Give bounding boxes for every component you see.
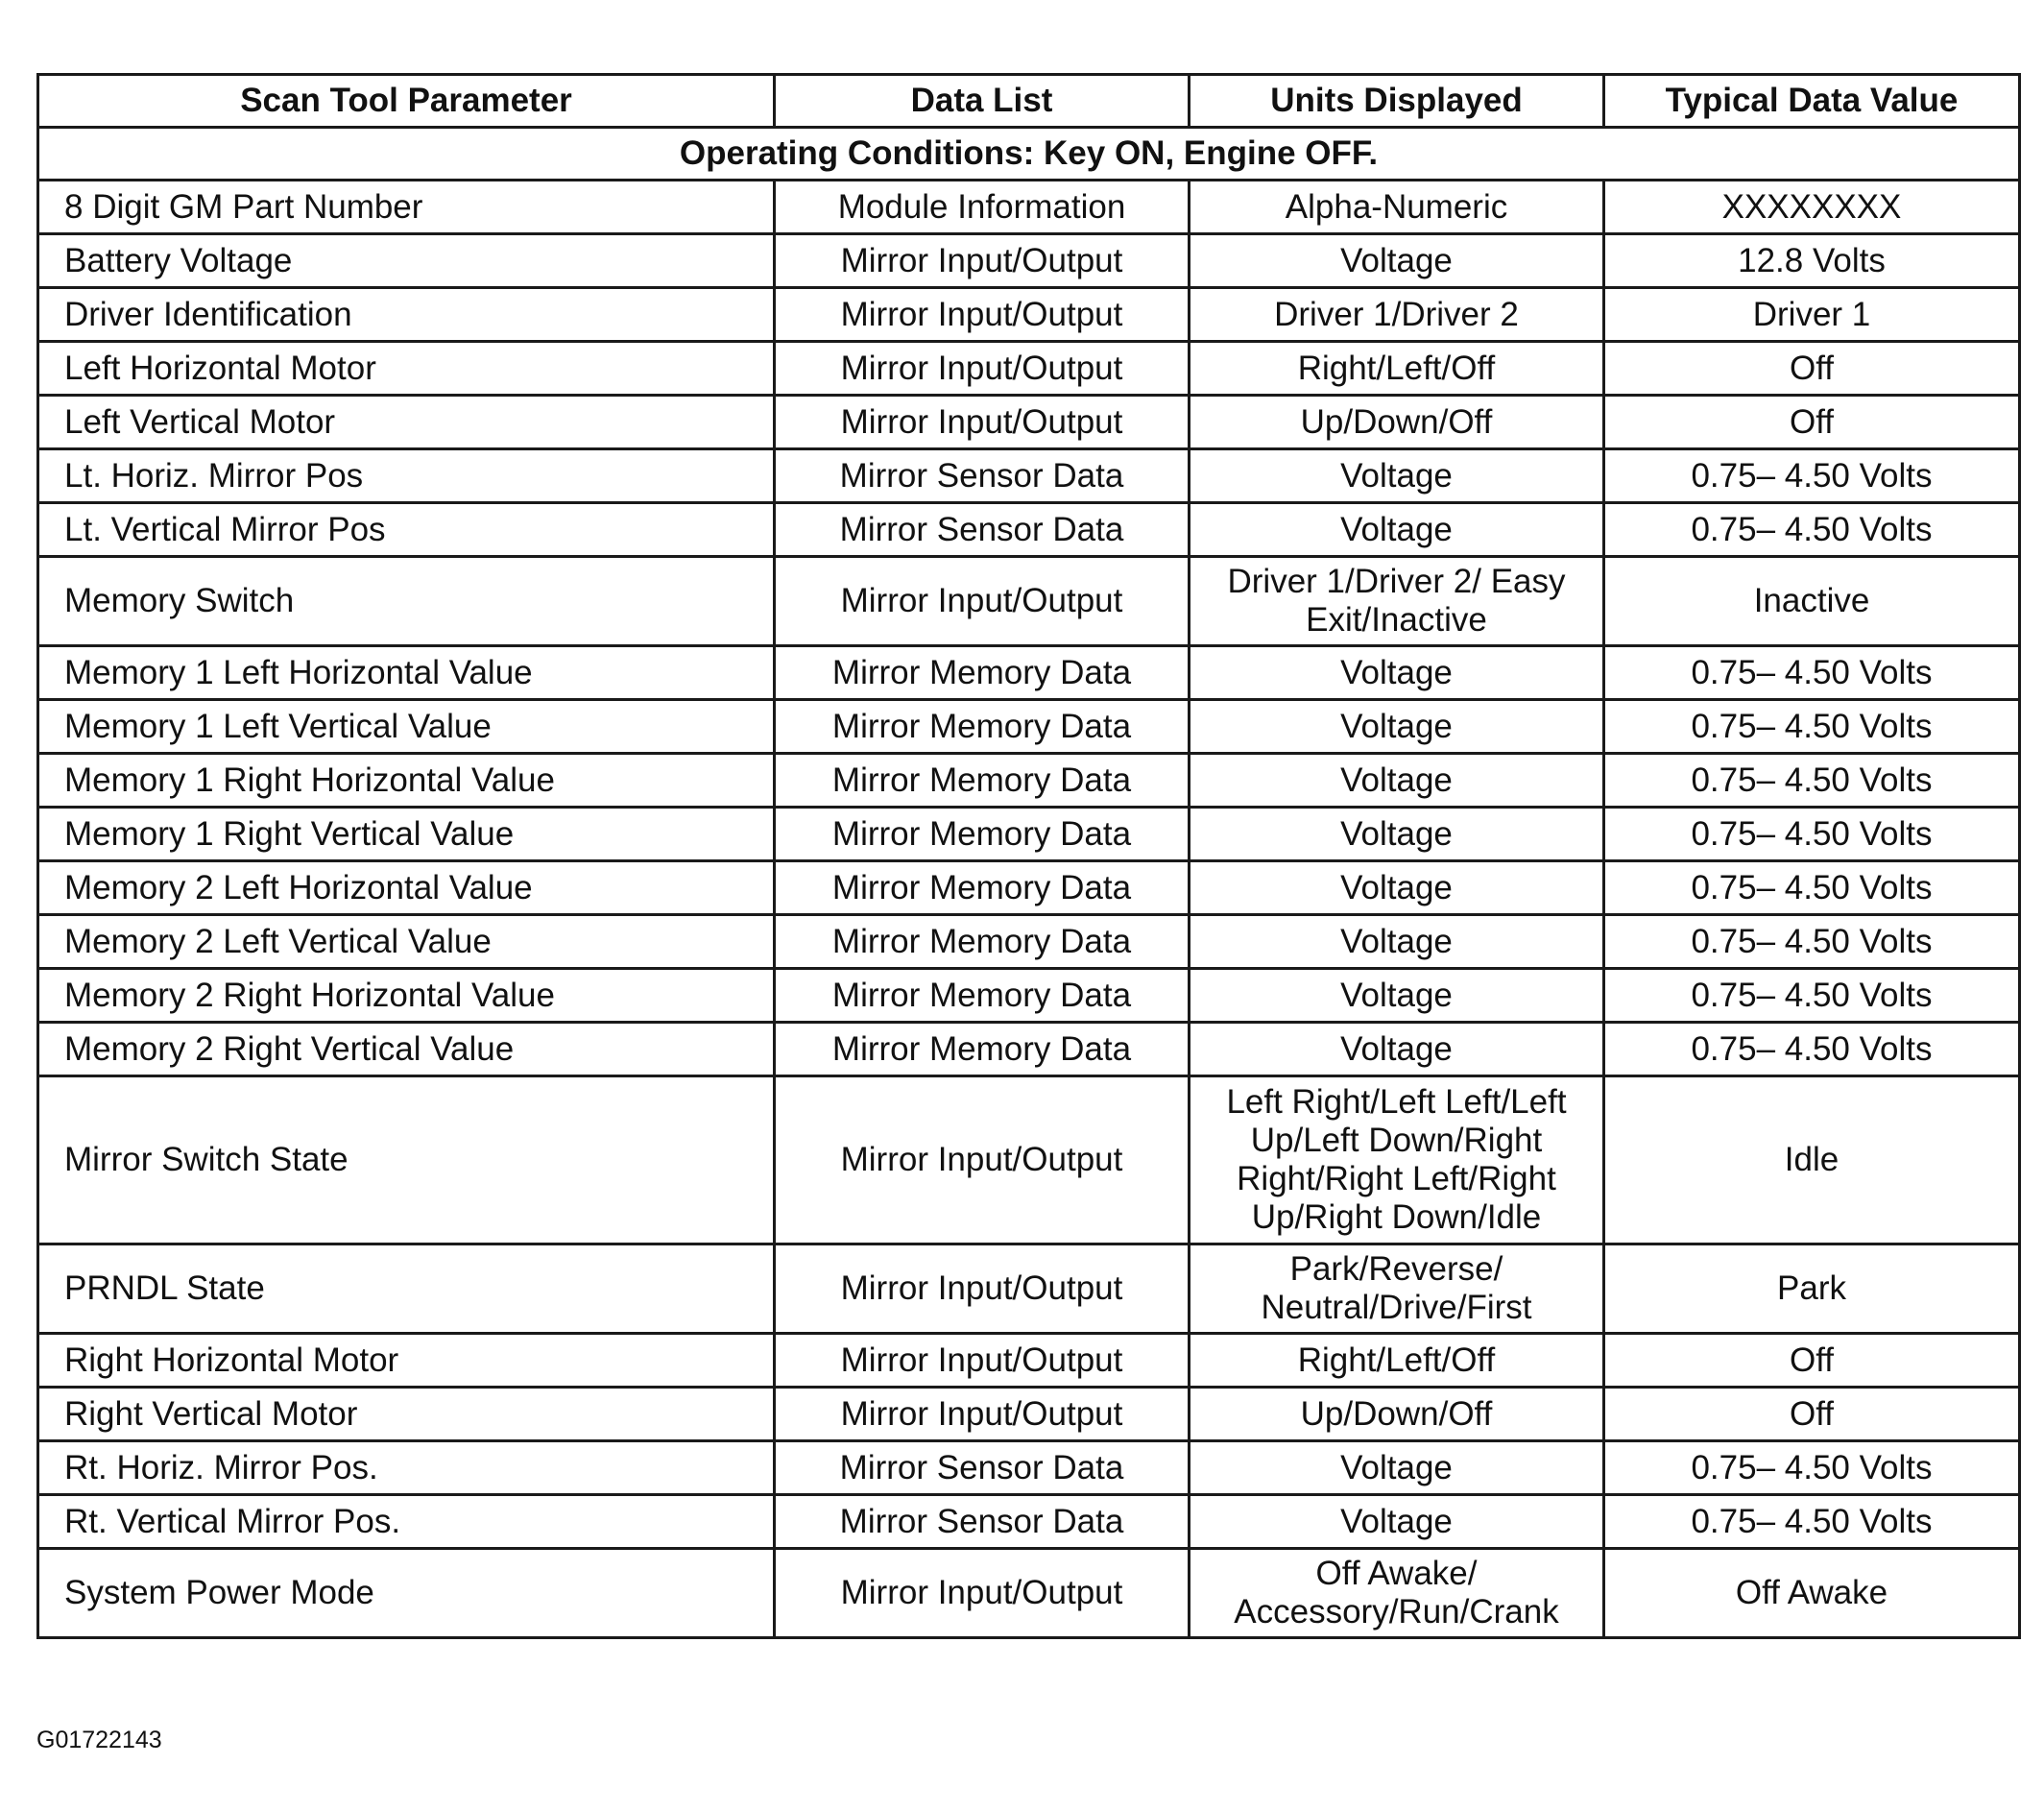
header-units-displayed: Units Displayed (1190, 75, 1604, 128)
data-list: Mirror Input/Output (775, 557, 1190, 646)
data-list: Mirror Memory Data (775, 861, 1190, 915)
units-displayed: Voltage (1190, 234, 1604, 288)
units-displayed: Up/Down/Off (1190, 396, 1604, 449)
units-displayed: Up/Down/Off (1190, 1388, 1604, 1441)
scan-tool-parameter: Memory 1 Left Vertical Value (38, 700, 775, 754)
data-list: Mirror Memory Data (775, 1023, 1190, 1076)
typical-data-value: 0.75– 4.50 Volts (1604, 646, 2020, 700)
scan-tool-parameter: Right Vertical Motor (38, 1388, 775, 1441)
scan-tool-parameter: Rt. Vertical Mirror Pos. (38, 1495, 775, 1549)
units-displayed: Voltage (1190, 1495, 1604, 1549)
data-list: Mirror Input/Output (775, 1334, 1190, 1388)
typical-data-value: 0.75– 4.50 Volts (1604, 861, 2020, 915)
table-row (38, 700, 2020, 754)
units-displayed: Voltage (1190, 969, 1604, 1023)
data-list: Module Information (775, 181, 1190, 234)
table-row (38, 234, 2020, 288)
scan-tool-parameter: Left Vertical Motor (38, 396, 775, 449)
table-row (38, 1244, 2020, 1334)
header-typical-data-value: Typical Data Value (1604, 75, 2020, 128)
scan-tool-parameter: Battery Voltage (38, 234, 775, 288)
typical-data-value: 0.75– 4.50 Volts (1604, 700, 2020, 754)
typical-data-value: 12.8 Volts (1604, 234, 2020, 288)
table-row (38, 754, 2020, 808)
data-list: Mirror Sensor Data (775, 1495, 1190, 1549)
typical-data-value: Park (1604, 1244, 2020, 1334)
data-list: Mirror Memory Data (775, 969, 1190, 1023)
units-displayed: Voltage (1190, 503, 1604, 557)
typical-data-value: Off Awake (1604, 1549, 2020, 1638)
operating-conditions: Operating Conditions: Key ON, Engine OFF. (38, 128, 2020, 181)
table-row (38, 1388, 2020, 1441)
units-displayed: Voltage (1190, 861, 1604, 915)
scan-tool-parameter: Rt. Horiz. Mirror Pos. (38, 1441, 775, 1495)
units-displayed: Voltage (1190, 808, 1604, 861)
scan-tool-parameter: Mirror Switch State (38, 1076, 775, 1244)
units-displayed: Right/Left/Off (1190, 1334, 1604, 1388)
table-row (38, 342, 2020, 396)
scan-tool-parameter: Memory 2 Left Horizontal Value (38, 861, 775, 915)
scan-tool-parameter: Lt. Horiz. Mirror Pos (38, 449, 775, 503)
scan-tool-parameter: PRNDL State (38, 1244, 775, 1334)
units-displayed: Park/Reverse/ Neutral/Drive/First (1190, 1244, 1604, 1334)
typical-data-value: Off (1604, 342, 2020, 396)
table-row (38, 1334, 2020, 1388)
typical-data-value: 0.75– 4.50 Volts (1604, 449, 2020, 503)
data-list: Mirror Input/Output (775, 396, 1190, 449)
typical-data-value: Inactive (1604, 557, 2020, 646)
typical-data-value: Off (1604, 1334, 2020, 1388)
units-displayed: Driver 1/Driver 2/ Easy Exit/Inactive (1190, 557, 1604, 646)
data-list: Mirror Input/Output (775, 342, 1190, 396)
table-row (38, 1076, 2020, 1244)
scan-tool-parameter: Driver Identification (38, 288, 775, 342)
typical-data-value: XXXXXXXX (1604, 181, 2020, 234)
data-list: Mirror Sensor Data (775, 503, 1190, 557)
units-displayed: Alpha-Numeric (1190, 181, 1604, 234)
scan-tool-parameter: 8 Digit GM Part Number (38, 181, 775, 234)
table-row (38, 1549, 2020, 1638)
scan-tool-parameter: Lt. Vertical Mirror Pos (38, 503, 775, 557)
units-displayed: Voltage (1190, 1441, 1604, 1495)
scan-tool-parameter: Memory 1 Left Horizontal Value (38, 646, 775, 700)
table-row (38, 288, 2020, 342)
units-displayed: Voltage (1190, 700, 1604, 754)
table-row (38, 449, 2020, 503)
scan-tool-parameter: Memory 2 Left Vertical Value (38, 915, 775, 969)
typical-data-value: 0.75– 4.50 Volts (1604, 503, 2020, 557)
units-displayed: Left Right/Left Left/Left Up/Left Down/Right Right/Right Left/Right Up/Right Down/Idle (1190, 1076, 1604, 1244)
typical-data-value: 0.75– 4.50 Volts (1604, 969, 2020, 1023)
table-row (38, 1441, 2020, 1495)
table-row (38, 646, 2020, 700)
data-list: Mirror Input/Output (775, 234, 1190, 288)
table-row (38, 915, 2020, 969)
typical-data-value: 0.75– 4.50 Volts (1604, 1441, 2020, 1495)
data-list: Mirror Input/Output (775, 1388, 1190, 1441)
data-list: Mirror Input/Output (775, 1244, 1190, 1334)
units-displayed: Voltage (1190, 449, 1604, 503)
units-displayed: Right/Left/Off (1190, 342, 1604, 396)
table-row (38, 181, 2020, 234)
data-list: Mirror Memory Data (775, 754, 1190, 808)
units-displayed: Voltage (1190, 646, 1604, 700)
units-displayed: Off Awake/ Accessory/Run/Crank (1190, 1549, 1604, 1638)
data-list: Mirror Memory Data (775, 915, 1190, 969)
typical-data-value: 0.75– 4.50 Volts (1604, 915, 2020, 969)
data-list: Mirror Input/Output (775, 288, 1190, 342)
units-displayed: Voltage (1190, 915, 1604, 969)
scan-tool-parameter: Memory 1 Right Vertical Value (38, 808, 775, 861)
table-row (38, 396, 2020, 449)
data-list: Mirror Input/Output (775, 1076, 1190, 1244)
units-displayed: Voltage (1190, 754, 1604, 808)
scan-tool-parameter: Right Horizontal Motor (38, 1334, 775, 1388)
scan-tool-parameter: Memory 1 Right Horizontal Value (38, 754, 775, 808)
data-list: Mirror Memory Data (775, 646, 1190, 700)
figure-id: G01722143 (36, 1727, 162, 1753)
scan-tool-parameter: Left Horizontal Motor (38, 342, 775, 396)
scan-tool-parameter: System Power Mode (38, 1549, 775, 1638)
typical-data-value: Off (1604, 396, 2020, 449)
header-data-list: Data List (775, 75, 1190, 128)
typical-data-value: 0.75– 4.50 Volts (1604, 1023, 2020, 1076)
typical-data-value: 0.75– 4.50 Volts (1604, 1495, 2020, 1549)
table-row (38, 503, 2020, 557)
scan-tool-data-table (36, 73, 2021, 1639)
typical-data-value: 0.75– 4.50 Volts (1604, 754, 2020, 808)
scan-tool-parameter: Memory 2 Right Vertical Value (38, 1023, 775, 1076)
data-list: Mirror Memory Data (775, 808, 1190, 861)
table-row (38, 557, 2020, 646)
table-row (38, 1495, 2020, 1549)
data-list: Mirror Sensor Data (775, 1441, 1190, 1495)
header-scan-tool-parameter: Scan Tool Parameter (38, 75, 775, 128)
scan-tool-parameter: Memory 2 Right Horizontal Value (38, 969, 775, 1023)
units-displayed: Voltage (1190, 1023, 1604, 1076)
data-list: Mirror Input/Output (775, 1549, 1190, 1638)
data-list: Mirror Sensor Data (775, 449, 1190, 503)
typical-data-value: Driver 1 (1604, 288, 2020, 342)
scan-tool-parameter: Memory Switch (38, 557, 775, 646)
table-row (38, 861, 2020, 915)
typical-data-value: 0.75– 4.50 Volts (1604, 808, 2020, 861)
table-row (38, 969, 2020, 1023)
table-row (38, 808, 2020, 861)
units-displayed: Driver 1/Driver 2 (1190, 288, 1604, 342)
data-list: Mirror Memory Data (775, 700, 1190, 754)
table-row (38, 1023, 2020, 1076)
typical-data-value: Idle (1604, 1076, 2020, 1244)
header-row (38, 75, 2020, 128)
typical-data-value: Off (1604, 1388, 2020, 1441)
operating-conditions-row (38, 128, 2020, 181)
